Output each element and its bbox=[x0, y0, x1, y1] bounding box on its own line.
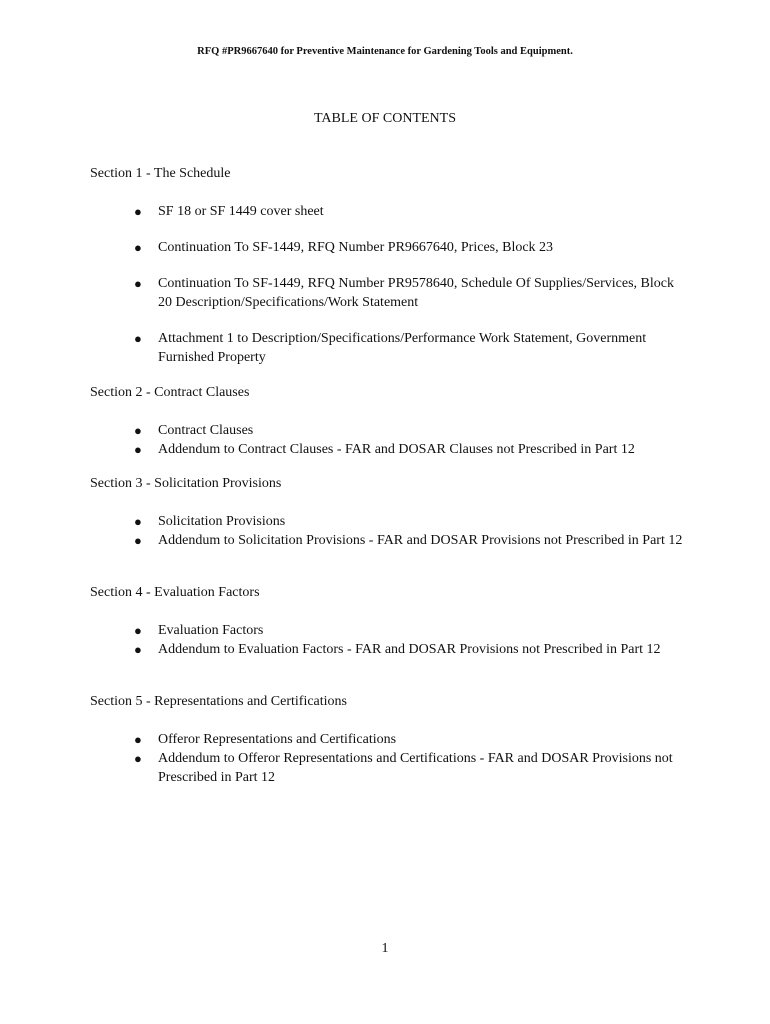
section-5-title: Section 5 - Representations and Certifications bbox=[90, 694, 347, 709]
section-1-title: Section 1 - The Schedule bbox=[90, 166, 231, 181]
bullet-icon: ● bbox=[134, 514, 142, 529]
list-item: ● Solicitation Provisions bbox=[134, 514, 286, 529]
list-item: ● Attachment 1 to Description/Specifications/Performance Work Statement, Government Furnished Property bbox=[134, 331, 647, 365]
list-item: ● Addendum to Solicitation Provisions - FAR and DOSAR Provisions not Prescribed in Part 12 bbox=[134, 533, 683, 548]
section-4-title: Section 4 - Evaluation Factors bbox=[90, 585, 260, 600]
bullet-icon: ● bbox=[134, 423, 142, 438]
list-item: ● Addendum to Contract Clauses - FAR and DOSAR Clauses not Prescribed in Part 12 bbox=[134, 442, 635, 457]
list-item: ● Addendum to Offeror Representations and Certifications - FAR and DOSAR Provisions not Prescribed in Part 12 bbox=[134, 751, 673, 785]
section-2-items bbox=[0, 421, 688, 459]
bullet-icon: ● bbox=[134, 276, 142, 291]
section-3-items bbox=[0, 512, 688, 550]
list-item: ● Evaluation Factors bbox=[134, 623, 264, 638]
bullet-icon: ● bbox=[134, 204, 142, 219]
list-item: ● Continuation To SF-1449, RFQ Number PR9667640, Prices, Block 23 bbox=[134, 240, 554, 255]
bullet-icon: ● bbox=[134, 751, 142, 766]
section-3-title: Section 3 - Solicitation Provisions bbox=[90, 476, 282, 491]
section-4-items bbox=[0, 621, 688, 659]
running-header: RFQ #PR9667640 for Preventive Maintenance for Gardening Tools and Equipment. bbox=[197, 46, 573, 57]
section-1-items bbox=[0, 202, 688, 384]
page-number: 1 bbox=[381, 941, 389, 956]
list-item: ● Continuation To SF-1449, RFQ Number PR9578640, Schedule Of Supplies/Services, Block 20 Description/Specifications/Work Statement bbox=[134, 276, 674, 310]
bullet-icon: ● bbox=[134, 331, 142, 346]
list-item: ● Contract Clauses bbox=[134, 423, 254, 438]
bullet-icon: ● bbox=[134, 642, 142, 657]
bullet-icon: ● bbox=[134, 732, 142, 747]
section-5-items bbox=[0, 730, 688, 787]
bullet-icon: ● bbox=[134, 533, 142, 548]
bullet-icon: ● bbox=[134, 442, 142, 457]
section-2-title: Section 2 - Contract Clauses bbox=[90, 385, 250, 400]
bullet-icon: ● bbox=[134, 240, 142, 255]
list-item: ● SF 18 or SF 1449 cover sheet bbox=[134, 204, 324, 219]
list-item: ● Offeror Representations and Certifications bbox=[134, 732, 397, 747]
bullet-icon: ● bbox=[134, 623, 142, 638]
list-item: ● Addendum to Evaluation Factors - FAR and DOSAR Provisions not Prescribed in Part 12 bbox=[134, 642, 661, 657]
toc-title: TABLE OF CONTENTS bbox=[314, 111, 456, 126]
